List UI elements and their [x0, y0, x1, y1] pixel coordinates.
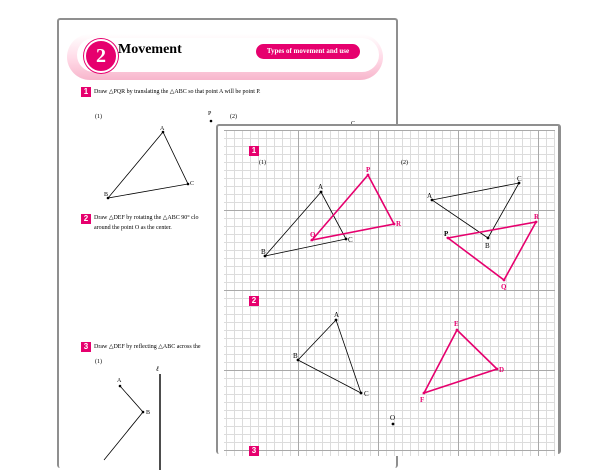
topic-tag: Types of movement and use: [256, 44, 360, 59]
ans-label-q-1: Q: [310, 231, 316, 239]
answer-2-triangle-abc: [298, 320, 361, 393]
ans-label-c-1: C: [348, 236, 353, 244]
ws-sub-label-q3: (1): [95, 359, 102, 365]
ans-label-b-2: B: [485, 242, 490, 250]
ws-sub-label-1: (1): [95, 114, 102, 120]
answer-1-1-triangle-pqr: [312, 175, 394, 240]
ws-label-a: A: [160, 126, 165, 132]
answer-2-triangle-def: [424, 330, 497, 393]
answer-sheet: [216, 124, 561, 454]
ws-sub-label-2: (2): [230, 114, 237, 120]
ws-label-b: B: [104, 192, 109, 198]
ans-label-p-1: P: [366, 166, 371, 174]
ans-label-b-3: B: [293, 352, 298, 360]
ws-triangle-abc-1: [108, 132, 188, 198]
answer-figures: [218, 126, 563, 456]
question-2-text-line2: around the point O as the center.: [94, 225, 172, 231]
answer-1-1-triangle-abc: [265, 192, 346, 256]
answer-section-3-badge: 3: [249, 446, 259, 456]
ws-label-c: C: [190, 181, 195, 187]
ans-label-q-2: Q: [501, 283, 507, 291]
unit-number-badge: 2: [84, 39, 118, 73]
ws-label-l: ℓ: [156, 365, 159, 373]
ans-label-a-1: A: [318, 183, 324, 191]
ws-label-a-3: A: [117, 378, 122, 384]
question-3-text: Draw △DEF by reflecting △ABC across the: [94, 344, 201, 350]
ans-label-b-1: B: [261, 248, 266, 256]
answer-section-1-badge: 1: [249, 146, 259, 156]
ans-label-o: O: [390, 414, 396, 422]
question-2-badge: 2: [81, 214, 91, 224]
ans-label-c-3: C: [364, 390, 369, 398]
ans-label-a-2: A: [427, 192, 433, 200]
ans-label-r-2: R: [534, 213, 540, 221]
answer-1-2-triangle-pqr: [448, 222, 536, 280]
question-1-text: Draw △PQR by translating the △ABC so that point A will be point P.: [94, 89, 261, 95]
ws-triangle-abc-3: [104, 386, 143, 460]
answer-sub-label-2: (2): [401, 160, 408, 166]
chapter-title: Movement: [118, 42, 182, 57]
question-3-badge: 3: [81, 342, 91, 352]
ws-label-b-3: B: [146, 410, 151, 416]
ans-label-p-2: P: [444, 230, 449, 238]
ws-label-p: P: [208, 111, 212, 117]
answer-section-2-badge: 2: [249, 296, 259, 306]
ans-label-f: F: [420, 396, 425, 404]
question-2-text-line1: Draw △DEF by rotating the △ABC 90° clo: [94, 215, 199, 221]
ans-label-e: E: [454, 320, 459, 328]
ans-label-c-2: C: [517, 175, 522, 183]
question-1-badge: 1: [81, 87, 91, 97]
ans-label-a-3: A: [334, 311, 340, 319]
answer-sub-label-1: (1): [259, 160, 266, 166]
ans-label-r-1: R: [396, 220, 402, 228]
ans-label-d: D: [499, 366, 505, 374]
